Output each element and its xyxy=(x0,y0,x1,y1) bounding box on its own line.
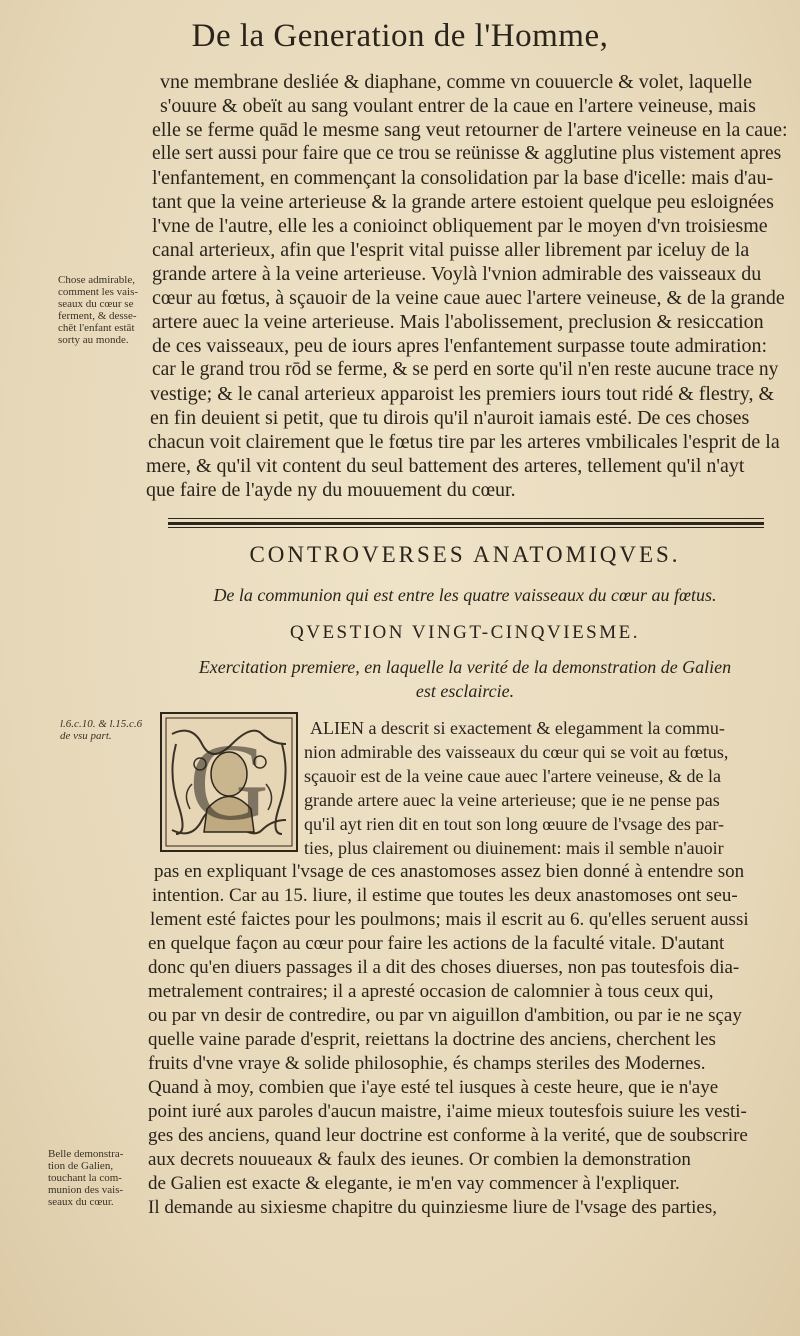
body-line: artere auec la veine arterieuse. Mais l'abolissement, preclusion & resiccation xyxy=(152,311,764,333)
body-line: Il demande au sixiesme chapitre du quinziesme liure de l'vsage des parties, xyxy=(148,1197,718,1218)
margin-note: Belle demonstra- tion de Galien, touchant la com- munion des vais- seaux du cœur. xyxy=(48,1148,124,1208)
body-line: s'ouure & obeït au sang voulant entrer de la caue en l'artere veineuse, mais xyxy=(160,95,756,117)
divider-rule xyxy=(168,527,764,528)
body-line: elle sert aussi pour faire que ce trou se reünisse & agglutine plus vistement apres xyxy=(152,143,782,164)
body-line: donc qu'en diuers passages il a dit des choses diuerses, non pas toutesfois dia- xyxy=(148,957,740,978)
body-line: quelle vaine parade d'esprit, reiettans la doctrine des anciens, cherchent les xyxy=(148,1029,716,1050)
question-title: QVESTION VINGT-CINQVIESME. xyxy=(290,622,640,643)
running-head: De la Generation de l'Homme, xyxy=(191,18,609,54)
body-line: tant que la veine arterieuse & la grande artere estoient quelque peu esloignées xyxy=(152,191,774,213)
body-line: de ces vaisseaux, peu de iours apres l'enfantement surpasse toute admiration: xyxy=(152,335,768,357)
decorated-initial xyxy=(160,712,298,852)
divider-rule xyxy=(168,522,764,525)
body-line: que faire de l'ayde ny du mouuement du cœur. xyxy=(146,479,516,501)
body-line: qu'il ayt rien dit en tout son long œuure de l'vsage des par- xyxy=(304,814,725,834)
initial-letter: G xyxy=(189,720,269,843)
body-line: chacun voit clairement que le fœtus tire par les arteres vmbilicales l'esprit de la xyxy=(148,431,780,453)
body-line: Quand à moy, combien que i'aye esté tel iusques à ceste heure, que ie n'aye xyxy=(148,1077,719,1098)
body-line: fruits d'vne vraye & solide philosophie, és champs steriles des Modernes. xyxy=(148,1053,706,1074)
body-line: vestige; & le canal arterieux apparoist les premiers iours tout ridé & flestry, & xyxy=(150,383,775,405)
body-line: l'vne de l'autre, elle les a conioinct obliquement par le moyen d'vn troisiesme xyxy=(152,215,768,237)
body-line: intention. Car au 15. liure, il estime que toutes les deux anastomoses ont seu- xyxy=(152,885,738,906)
body-line: elle se ferme quād le mesme sang veut retourner de l'artere veineuse en la caue: xyxy=(152,119,788,141)
body-line: ou par vn desir de contredire, ou par vn aiguillon d'ambition, ou par ie ne sçay xyxy=(148,1005,742,1026)
body-line: grande artere auec la veine arterieuse; que ie ne pense pas xyxy=(304,790,720,810)
body-line: en fin deuient si petit, que tu dirois qu'il n'auroit iamais esté. De ces choses xyxy=(150,407,750,429)
body-line: ties, plus clairement ou diuinement: mais il semble n'auoir xyxy=(304,838,724,858)
margin-note: l.6.c.10. & l.15.c.6 de vsu part. xyxy=(60,718,143,742)
exercitation-heading: Exercitation premiere, en laquelle la verité de la demonstration de Galien xyxy=(198,657,732,677)
body-line: canal arterieux, afin que l'esprit vital puisse aller librement par iceluy de la xyxy=(152,239,750,261)
body-line: nion admirable des vaisseaux du cœur qui se voit au fœtus, xyxy=(304,742,729,762)
body-line: cœur au fœtus, à sçauoir de la veine caue auec l'artere veineuse, & de la grande xyxy=(152,287,785,309)
body-line: mere, & qu'il vit content du seul battement des arteres, tellement qu'il n'ayt xyxy=(146,455,745,477)
body-line: en quelque façon au cœur pour faire les actions de la faculté vitale. D'autant xyxy=(148,933,725,954)
body-line: de Galien est exacte & elegante, ie m'en vay commencer à l'expliquer. xyxy=(148,1173,680,1194)
body-line: pas en expliquant l'vsage de ces anastomoses assez bien donné à entendre son xyxy=(154,861,745,882)
body-line: aux decrets nouueaux & faulx des ieunes. Or combien la demonstration xyxy=(148,1149,691,1170)
body-line: ALIEN a descrit si exactement & elegamment la commu- xyxy=(310,718,725,738)
body-line: lement esté faictes pour les poulmons; mais il escrit au 6. qu'elles seruent aussi xyxy=(150,909,749,930)
body-line: l'enfantement, en commençant la consolidation par la base d'icelle: mais d'au- xyxy=(152,167,774,189)
body-line: point iuré aux paroles d'aucun maistre, i'aime mieux toutesfois suiure les vesti- xyxy=(148,1101,747,1122)
section-title: CONTROVERSES ANATOMIQVES. xyxy=(249,542,681,567)
body-line: grande artere à la veine arterieuse. Voylà l'vnion admirable des vaisseaux du xyxy=(152,263,762,285)
body-line: sçauoir est de la veine caue auec l'artere veineuse, & de la xyxy=(304,766,722,786)
body-line: vne membrane desliée & diaphane, comme vn couuercle & volet, laquelle xyxy=(160,71,752,93)
exercitation-heading: est esclaircie. xyxy=(415,681,515,701)
body-line: ges des anciens, quand leur doctrine est conforme à la verité, que de soubscrire xyxy=(148,1125,748,1146)
section-subtitle: De la communion qui est entre les quatre vaisseaux du cœur au fœtus. xyxy=(213,585,717,605)
divider-rule xyxy=(168,518,764,519)
margin-note: Chose admirable, comment les vais- seaux du cœur se ferment, & desse- chēt l'enfant estāt sorty au monde. xyxy=(58,274,139,346)
body-line: metralement contraires; il a apresté occasion de calomnier à tous ceux qui, xyxy=(148,981,714,1002)
body-line: car le grand trou rōd se ferme, & se perd en sorte qu'il n'en reste aucune trace ny xyxy=(152,359,779,380)
